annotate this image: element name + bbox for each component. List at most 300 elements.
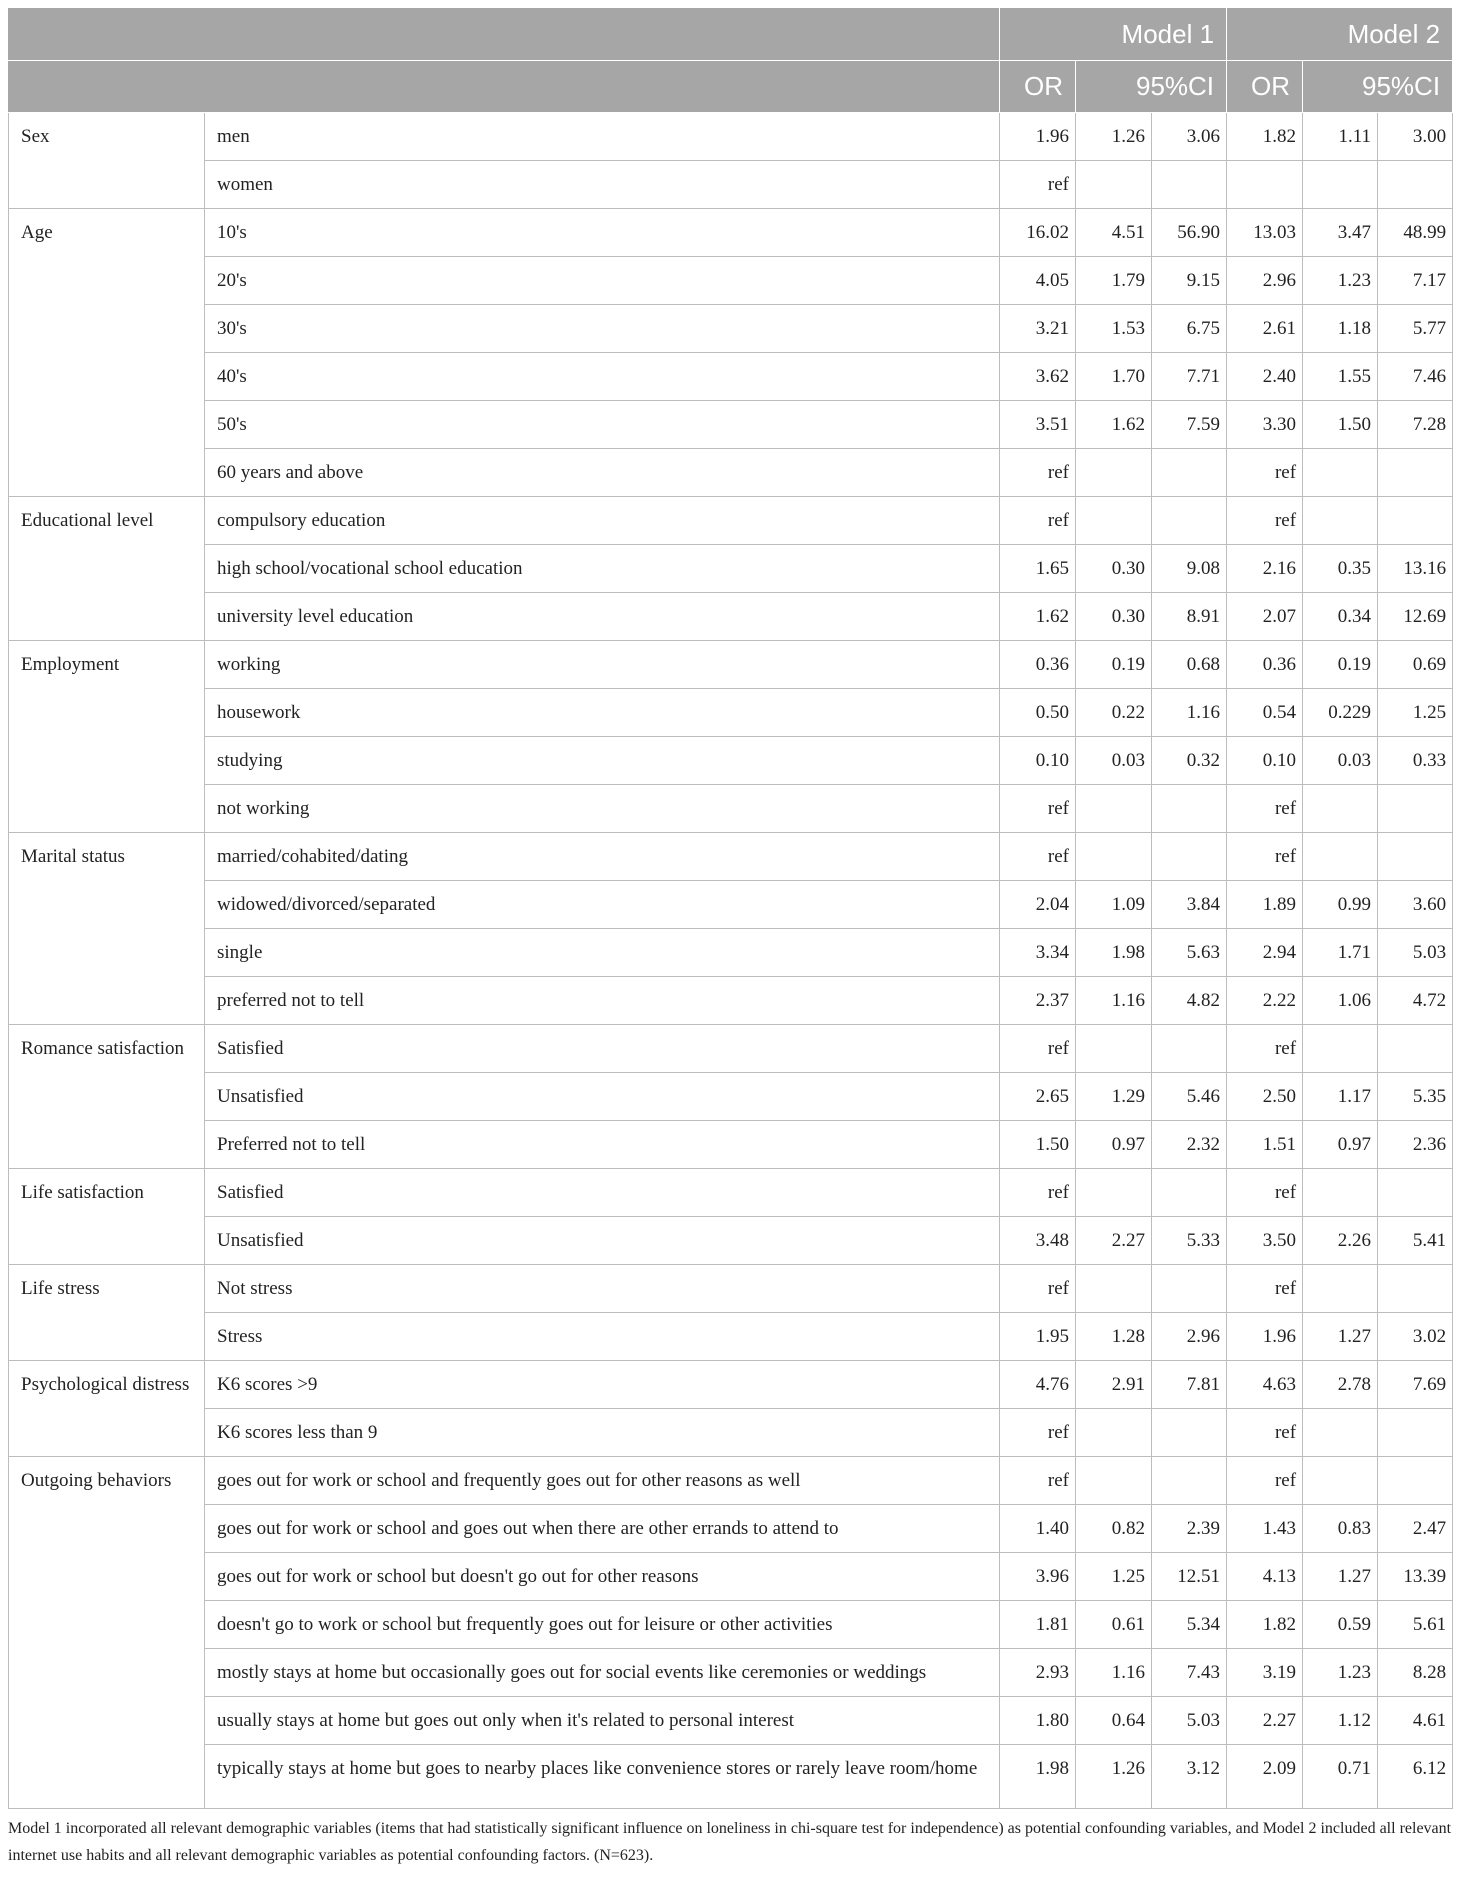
model1-ci-lower-cell: 0.82 xyxy=(1076,1505,1152,1553)
model1-ci-lower-cell xyxy=(1076,833,1152,881)
model1-or-cell: 2.65 xyxy=(1000,1073,1076,1121)
variable-label-cell: mostly stays at home but occasionally goes out for social events like ceremonies or weddings xyxy=(205,1649,1000,1697)
model2-ci-upper-cell: 5.61 xyxy=(1378,1601,1453,1649)
model2-or-cell: ref xyxy=(1227,1265,1303,1313)
variable-label-cell: high school/vocational school education xyxy=(205,545,1000,593)
table-row xyxy=(9,881,1453,929)
model1-or-cell: 16.02 xyxy=(1000,209,1076,257)
model1-or-cell: 0.10 xyxy=(1000,737,1076,785)
model1-or-cell: ref xyxy=(1000,1265,1076,1313)
model1-ci-lower-cell xyxy=(1076,1169,1152,1217)
model2-ci-upper-cell: 12.69 xyxy=(1378,593,1453,641)
model1-ci-lower-cell: 1.26 xyxy=(1076,1745,1152,1809)
model1-ci-upper-cell: 7.59 xyxy=(1152,401,1227,449)
model1-ci-lower-cell: 1.26 xyxy=(1076,113,1152,161)
model2-or-cell: ref xyxy=(1227,1025,1303,1073)
model1-or-cell: ref xyxy=(1000,161,1076,209)
variable-label-cell: women xyxy=(205,161,1000,209)
model1-ci-upper-cell xyxy=(1152,497,1227,545)
model1-ci-lower-cell: 1.29 xyxy=(1076,1073,1152,1121)
category-cell: Life stress xyxy=(9,1265,205,1361)
table-row xyxy=(9,785,1453,833)
variable-label-cell: K6 scores >9 xyxy=(205,1361,1000,1409)
model1-or-cell: 4.05 xyxy=(1000,257,1076,305)
model1-ci-upper-cell: 6.75 xyxy=(1152,305,1227,353)
model1-or-cell: 1.96 xyxy=(1000,113,1076,161)
model1-or-cell: 1.40 xyxy=(1000,1505,1076,1553)
model1-ci-upper-cell: 5.34 xyxy=(1152,1601,1227,1649)
model1-ci-upper-cell: 0.32 xyxy=(1152,737,1227,785)
table-row xyxy=(9,1313,1453,1361)
model1-or-cell: ref xyxy=(1000,1025,1076,1073)
table-row xyxy=(9,401,1453,449)
header-blank xyxy=(9,61,1000,113)
model2-ci-lower-cell: 1.23 xyxy=(1303,1649,1378,1697)
variable-label-cell: housework xyxy=(205,689,1000,737)
model2-ci-upper-cell: 5.41 xyxy=(1378,1217,1453,1265)
table-row xyxy=(9,449,1453,497)
model1-or-cell: ref xyxy=(1000,497,1076,545)
model1-ci-lower-cell: 1.25 xyxy=(1076,1553,1152,1601)
model2-ci-lower-cell: 2.26 xyxy=(1303,1217,1378,1265)
model2-ci-lower-cell xyxy=(1303,449,1378,497)
model1-or-cell: 3.51 xyxy=(1000,401,1076,449)
variable-label-cell: doesn't go to work or school but frequently goes out for leisure or other activities xyxy=(205,1601,1000,1649)
model2-ci-lower-cell: 0.34 xyxy=(1303,593,1378,641)
model1-ci-upper-cell: 3.06 xyxy=(1152,113,1227,161)
model2-ci-upper-cell: 6.12 xyxy=(1378,1745,1453,1809)
table-figure xyxy=(8,8,1452,1869)
model2-ci-lower-cell: 1.71 xyxy=(1303,929,1378,977)
model1-ci-lower-cell xyxy=(1076,449,1152,497)
header-ci-model1: 95%CI xyxy=(1076,61,1227,113)
model1-ci-upper-cell xyxy=(1152,1169,1227,1217)
table-row xyxy=(9,257,1453,305)
model2-ci-upper-cell: 5.35 xyxy=(1378,1073,1453,1121)
model2-ci-upper-cell: 0.69 xyxy=(1378,641,1453,689)
model1-ci-upper-cell: 5.46 xyxy=(1152,1073,1227,1121)
table-row xyxy=(9,593,1453,641)
model2-ci-lower-cell: 0.83 xyxy=(1303,1505,1378,1553)
model1-ci-lower-cell xyxy=(1076,161,1152,209)
model1-ci-upper-cell: 2.96 xyxy=(1152,1313,1227,1361)
model2-or-cell: 3.30 xyxy=(1227,401,1303,449)
model1-or-cell: 0.36 xyxy=(1000,641,1076,689)
model1-or-cell: 1.65 xyxy=(1000,545,1076,593)
header-or-model2: OR xyxy=(1227,61,1303,113)
table-row xyxy=(9,209,1453,257)
model2-or-cell: 13.03 xyxy=(1227,209,1303,257)
variable-label-cell: Unsatisfied xyxy=(205,1073,1000,1121)
variable-label-cell: university level education xyxy=(205,593,1000,641)
model2-ci-upper-cell: 0.33 xyxy=(1378,737,1453,785)
model2-ci-upper-cell: 7.46 xyxy=(1378,353,1453,401)
model1-or-cell: 1.62 xyxy=(1000,593,1076,641)
model2-ci-lower-cell xyxy=(1303,785,1378,833)
model1-or-cell: 1.50 xyxy=(1000,1121,1076,1169)
variable-label-cell: usually stays at home but goes out only when it's related to personal interest xyxy=(205,1697,1000,1745)
variable-label-cell: compulsory education xyxy=(205,497,1000,545)
model2-or-cell: 2.94 xyxy=(1227,929,1303,977)
model1-or-cell: 2.93 xyxy=(1000,1649,1076,1697)
variable-label-cell: 10's xyxy=(205,209,1000,257)
model2-ci-lower-cell: 1.23 xyxy=(1303,257,1378,305)
model2-ci-lower-cell xyxy=(1303,161,1378,209)
model2-ci-upper-cell: 48.99 xyxy=(1378,209,1453,257)
category-cell: Employment xyxy=(9,641,205,833)
category-cell: Marital status xyxy=(9,833,205,1025)
variable-label-cell: Stress xyxy=(205,1313,1000,1361)
model1-or-cell: 3.21 xyxy=(1000,305,1076,353)
model1-or-cell: 2.37 xyxy=(1000,977,1076,1025)
category-cell: Age xyxy=(9,209,205,497)
model1-ci-upper-cell: 7.81 xyxy=(1152,1361,1227,1409)
variable-label-cell: not working xyxy=(205,785,1000,833)
model1-ci-lower-cell: 1.98 xyxy=(1076,929,1152,977)
model1-ci-lower-cell: 1.16 xyxy=(1076,977,1152,1025)
model1-ci-lower-cell xyxy=(1076,497,1152,545)
table-row xyxy=(9,1409,1453,1457)
model2-or-cell: 1.82 xyxy=(1227,1601,1303,1649)
model2-ci-lower-cell: 2.78 xyxy=(1303,1361,1378,1409)
model2-ci-lower-cell: 1.55 xyxy=(1303,353,1378,401)
model2-ci-lower-cell: 0.99 xyxy=(1303,881,1378,929)
model1-ci-lower-cell: 1.53 xyxy=(1076,305,1152,353)
model1-or-cell: 3.62 xyxy=(1000,353,1076,401)
table-row xyxy=(9,161,1453,209)
variable-label-cell: men xyxy=(205,113,1000,161)
model2-ci-upper-cell xyxy=(1378,449,1453,497)
table-row xyxy=(9,1601,1453,1649)
model1-ci-lower-cell: 0.61 xyxy=(1076,1601,1152,1649)
model2-or-cell: 2.07 xyxy=(1227,593,1303,641)
model2-or-cell: 4.63 xyxy=(1227,1361,1303,1409)
header-model1: Model 1 xyxy=(1000,9,1227,61)
model2-ci-upper-cell: 1.25 xyxy=(1378,689,1453,737)
model1-ci-upper-cell xyxy=(1152,161,1227,209)
model2-or-cell: ref xyxy=(1227,1457,1303,1505)
model2-ci-upper-cell: 5.77 xyxy=(1378,305,1453,353)
model1-or-cell: 1.95 xyxy=(1000,1313,1076,1361)
odds-ratio-table xyxy=(8,8,1453,1809)
model2-ci-upper-cell: 13.16 xyxy=(1378,545,1453,593)
model1-or-cell: ref xyxy=(1000,1409,1076,1457)
model2-ci-upper-cell: 2.47 xyxy=(1378,1505,1453,1553)
model2-or-cell: 2.96 xyxy=(1227,257,1303,305)
model1-ci-upper-cell: 1.16 xyxy=(1152,689,1227,737)
model1-ci-upper-cell: 5.03 xyxy=(1152,1697,1227,1745)
variable-label-cell: K6 scores less than 9 xyxy=(205,1409,1000,1457)
model1-ci-lower-cell: 1.70 xyxy=(1076,353,1152,401)
variable-label-cell: 30's xyxy=(205,305,1000,353)
table-row xyxy=(9,1121,1453,1169)
table-row xyxy=(9,1025,1453,1073)
model2-or-cell: 0.10 xyxy=(1227,737,1303,785)
model1-ci-upper-cell xyxy=(1152,1265,1227,1313)
model1-ci-lower-cell xyxy=(1076,1025,1152,1073)
model2-or-cell: 2.27 xyxy=(1227,1697,1303,1745)
model2-ci-lower-cell: 1.12 xyxy=(1303,1697,1378,1745)
table-row xyxy=(9,1553,1453,1601)
variable-label-cell: widowed/divorced/separated xyxy=(205,881,1000,929)
header-or-model1: OR xyxy=(1000,61,1076,113)
table-row xyxy=(9,737,1453,785)
model2-ci-lower-cell: 1.50 xyxy=(1303,401,1378,449)
table-row xyxy=(9,305,1453,353)
model2-or-cell: 1.96 xyxy=(1227,1313,1303,1361)
variable-label-cell: 50's xyxy=(205,401,1000,449)
model1-ci-lower-cell: 0.30 xyxy=(1076,593,1152,641)
model2-or-cell: 2.09 xyxy=(1227,1745,1303,1809)
variable-label-cell: 60 years and above xyxy=(205,449,1000,497)
model1-or-cell: 0.50 xyxy=(1000,689,1076,737)
model1-or-cell: 3.96 xyxy=(1000,1553,1076,1601)
model2-or-cell: 1.43 xyxy=(1227,1505,1303,1553)
table-row xyxy=(9,1649,1453,1697)
model1-ci-upper-cell: 8.91 xyxy=(1152,593,1227,641)
model2-or-cell: ref xyxy=(1227,1169,1303,1217)
model2-ci-lower-cell xyxy=(1303,1025,1378,1073)
model2-ci-upper-cell xyxy=(1378,161,1453,209)
model1-ci-lower-cell: 2.27 xyxy=(1076,1217,1152,1265)
model1-ci-lower-cell: 4.51 xyxy=(1076,209,1152,257)
model2-ci-upper-cell: 7.17 xyxy=(1378,257,1453,305)
table-row xyxy=(9,641,1453,689)
category-cell: Outgoing behaviors xyxy=(9,1457,205,1809)
model2-ci-lower-cell xyxy=(1303,1409,1378,1457)
model1-or-cell: ref xyxy=(1000,785,1076,833)
table-row xyxy=(9,545,1453,593)
model2-ci-upper-cell: 8.28 xyxy=(1378,1649,1453,1697)
model1-or-cell: ref xyxy=(1000,833,1076,881)
variable-label-cell: goes out for work or school and frequently goes out for other reasons as well xyxy=(205,1457,1000,1505)
model2-ci-upper-cell xyxy=(1378,1457,1453,1505)
model1-ci-lower-cell: 1.79 xyxy=(1076,257,1152,305)
model1-or-cell: 2.04 xyxy=(1000,881,1076,929)
model1-ci-lower-cell: 1.62 xyxy=(1076,401,1152,449)
model2-ci-upper-cell: 4.61 xyxy=(1378,1697,1453,1745)
model1-ci-lower-cell: 1.16 xyxy=(1076,1649,1152,1697)
model1-or-cell: ref xyxy=(1000,449,1076,497)
model1-or-cell: 1.80 xyxy=(1000,1697,1076,1745)
model2-or-cell: 1.51 xyxy=(1227,1121,1303,1169)
model1-or-cell: ref xyxy=(1000,1457,1076,1505)
variable-label-cell: preferred not to tell xyxy=(205,977,1000,1025)
model1-ci-upper-cell: 0.68 xyxy=(1152,641,1227,689)
model2-ci-lower-cell: 1.06 xyxy=(1303,977,1378,1025)
model1-ci-upper-cell xyxy=(1152,833,1227,881)
table-row xyxy=(9,1361,1453,1409)
category-cell: Romance satisfaction xyxy=(9,1025,205,1169)
variable-label-cell: goes out for work or school but doesn't go out for other reasons xyxy=(205,1553,1000,1601)
model2-or-cell xyxy=(1227,161,1303,209)
model1-ci-upper-cell: 7.43 xyxy=(1152,1649,1227,1697)
model1-ci-lower-cell xyxy=(1076,1409,1152,1457)
model2-ci-lower-cell: 0.35 xyxy=(1303,545,1378,593)
variable-label-cell: goes out for work or school and goes out when there are other errands to attend to xyxy=(205,1505,1000,1553)
model2-or-cell: 2.40 xyxy=(1227,353,1303,401)
model2-ci-lower-cell xyxy=(1303,1265,1378,1313)
table-row xyxy=(9,1169,1453,1217)
model2-ci-upper-cell: 13.39 xyxy=(1378,1553,1453,1601)
model1-ci-upper-cell: 7.71 xyxy=(1152,353,1227,401)
variable-label-cell: typically stays at home but goes to nearby places like convenience stores or rarely leave room/home xyxy=(205,1745,1000,1809)
model1-ci-upper-cell xyxy=(1152,1457,1227,1505)
model1-ci-upper-cell xyxy=(1152,785,1227,833)
model2-ci-upper-cell: 3.00 xyxy=(1378,113,1453,161)
table-row xyxy=(9,1217,1453,1265)
model1-ci-upper-cell: 2.32 xyxy=(1152,1121,1227,1169)
model1-ci-upper-cell xyxy=(1152,1409,1227,1457)
model1-or-cell: 3.48 xyxy=(1000,1217,1076,1265)
model2-ci-lower-cell xyxy=(1303,497,1378,545)
model2-or-cell: ref xyxy=(1227,497,1303,545)
category-cell: Sex xyxy=(9,113,205,209)
variable-label-cell: Preferred not to tell xyxy=(205,1121,1000,1169)
model1-ci-lower-cell: 0.03 xyxy=(1076,737,1152,785)
table-row xyxy=(9,353,1453,401)
model2-or-cell: ref xyxy=(1227,1409,1303,1457)
variable-label-cell: Not stress xyxy=(205,1265,1000,1313)
model2-ci-lower-cell: 0.71 xyxy=(1303,1745,1378,1809)
model1-or-cell: 3.34 xyxy=(1000,929,1076,977)
model2-ci-lower-cell: 1.27 xyxy=(1303,1313,1378,1361)
model2-ci-upper-cell: 3.02 xyxy=(1378,1313,1453,1361)
model2-ci-lower-cell: 1.27 xyxy=(1303,1553,1378,1601)
model1-ci-lower-cell: 0.30 xyxy=(1076,545,1152,593)
model1-ci-lower-cell xyxy=(1076,1457,1152,1505)
header-model2: Model 2 xyxy=(1227,9,1453,61)
model2-ci-upper-cell xyxy=(1378,1025,1453,1073)
model2-ci-lower-cell: 0.229 xyxy=(1303,689,1378,737)
header-ci-model2: 95%CI xyxy=(1303,61,1453,113)
table-row xyxy=(9,1697,1453,1745)
model2-ci-lower-cell: 1.17 xyxy=(1303,1073,1378,1121)
model1-ci-lower-cell: 0.64 xyxy=(1076,1697,1152,1745)
model2-or-cell: ref xyxy=(1227,785,1303,833)
model2-ci-upper-cell xyxy=(1378,497,1453,545)
model2-ci-lower-cell: 1.11 xyxy=(1303,113,1378,161)
variable-label-cell: single xyxy=(205,929,1000,977)
table-row xyxy=(9,113,1453,161)
category-cell: Life satisfaction xyxy=(9,1169,205,1265)
table-body xyxy=(9,113,1453,1809)
model1-or-cell: 1.81 xyxy=(1000,1601,1076,1649)
table-row xyxy=(9,689,1453,737)
model1-ci-lower-cell: 1.28 xyxy=(1076,1313,1152,1361)
table-row xyxy=(9,1457,1453,1505)
model2-ci-upper-cell xyxy=(1378,1265,1453,1313)
model2-ci-lower-cell: 0.03 xyxy=(1303,737,1378,785)
model2-ci-lower-cell: 0.59 xyxy=(1303,1601,1378,1649)
model1-ci-upper-cell xyxy=(1152,1025,1227,1073)
model1-ci-upper-cell: 5.63 xyxy=(1152,929,1227,977)
header-blank xyxy=(9,9,1000,61)
model2-ci-upper-cell xyxy=(1378,1409,1453,1457)
model1-ci-lower-cell: 0.97 xyxy=(1076,1121,1152,1169)
model2-or-cell: ref xyxy=(1227,833,1303,881)
model2-ci-lower-cell: 0.97 xyxy=(1303,1121,1378,1169)
model1-ci-lower-cell: 1.09 xyxy=(1076,881,1152,929)
model2-ci-lower-cell: 0.19 xyxy=(1303,641,1378,689)
model1-ci-lower-cell: 0.22 xyxy=(1076,689,1152,737)
table-header xyxy=(9,9,1453,113)
model2-or-cell: 1.89 xyxy=(1227,881,1303,929)
variable-label-cell: married/cohabited/dating xyxy=(205,833,1000,881)
model2-ci-upper-cell xyxy=(1378,1169,1453,1217)
model2-ci-lower-cell: 1.18 xyxy=(1303,305,1378,353)
model1-ci-upper-cell: 12.51 xyxy=(1152,1553,1227,1601)
model1-ci-upper-cell: 9.15 xyxy=(1152,257,1227,305)
model1-ci-upper-cell: 4.82 xyxy=(1152,977,1227,1025)
model2-or-cell: 4.13 xyxy=(1227,1553,1303,1601)
model2-ci-upper-cell: 4.72 xyxy=(1378,977,1453,1025)
model1-ci-upper-cell: 3.12 xyxy=(1152,1745,1227,1809)
model2-ci-upper-cell xyxy=(1378,785,1453,833)
category-cell: Psychological distress xyxy=(9,1361,205,1457)
variable-label-cell: Unsatisfied xyxy=(205,1217,1000,1265)
model2-ci-upper-cell: 3.60 xyxy=(1378,881,1453,929)
table-row xyxy=(9,1505,1453,1553)
variable-label-cell: studying xyxy=(205,737,1000,785)
model1-ci-upper-cell: 3.84 xyxy=(1152,881,1227,929)
model1-ci-upper-cell: 5.33 xyxy=(1152,1217,1227,1265)
table-row xyxy=(9,1073,1453,1121)
model2-ci-lower-cell xyxy=(1303,1457,1378,1505)
variable-label-cell: Satisfied xyxy=(205,1169,1000,1217)
model1-ci-upper-cell: 56.90 xyxy=(1152,209,1227,257)
model1-ci-lower-cell: 2.91 xyxy=(1076,1361,1152,1409)
model1-or-cell: 1.98 xyxy=(1000,1745,1076,1809)
model2-ci-upper-cell xyxy=(1378,833,1453,881)
table-footnote: Model 1 incorporated all relevant demographic variables (items that had statistically significant influence on loneliness in chi-square test for independence) as potential confounding variables, and Model 2 included all relevant internet use habits and all relevant demographic variables as potential confounding factors. (N=623). xyxy=(8,1820,1452,1864)
model1-or-cell: 4.76 xyxy=(1000,1361,1076,1409)
model2-ci-lower-cell: 3.47 xyxy=(1303,209,1378,257)
model2-ci-upper-cell: 7.69 xyxy=(1378,1361,1453,1409)
model1-ci-lower-cell: 0.19 xyxy=(1076,641,1152,689)
model2-or-cell: 2.16 xyxy=(1227,545,1303,593)
table-row xyxy=(9,977,1453,1025)
model1-ci-upper-cell: 2.39 xyxy=(1152,1505,1227,1553)
model1-or-cell: ref xyxy=(1000,1169,1076,1217)
model2-ci-upper-cell: 2.36 xyxy=(1378,1121,1453,1169)
model2-or-cell: 2.50 xyxy=(1227,1073,1303,1121)
model2-ci-lower-cell xyxy=(1303,833,1378,881)
model2-or-cell: 3.50 xyxy=(1227,1217,1303,1265)
table-row xyxy=(9,929,1453,977)
variable-label-cell: working xyxy=(205,641,1000,689)
variable-label-cell: 20's xyxy=(205,257,1000,305)
model2-ci-upper-cell: 7.28 xyxy=(1378,401,1453,449)
model2-ci-upper-cell: 5.03 xyxy=(1378,929,1453,977)
table-row xyxy=(9,1265,1453,1313)
table-row xyxy=(9,497,1453,545)
model2-or-cell: 0.36 xyxy=(1227,641,1303,689)
model2-or-cell: 1.82 xyxy=(1227,113,1303,161)
model1-ci-lower-cell xyxy=(1076,1265,1152,1313)
model2-or-cell: 3.19 xyxy=(1227,1649,1303,1697)
model1-ci-lower-cell xyxy=(1076,785,1152,833)
model2-or-cell: ref xyxy=(1227,449,1303,497)
model2-ci-lower-cell xyxy=(1303,1169,1378,1217)
variable-label-cell: Satisfied xyxy=(205,1025,1000,1073)
table-row xyxy=(9,1745,1453,1809)
model2-or-cell: 2.22 xyxy=(1227,977,1303,1025)
model2-or-cell: 2.61 xyxy=(1227,305,1303,353)
category-cell: Educational level xyxy=(9,497,205,641)
model1-ci-upper-cell xyxy=(1152,449,1227,497)
model2-or-cell: 0.54 xyxy=(1227,689,1303,737)
